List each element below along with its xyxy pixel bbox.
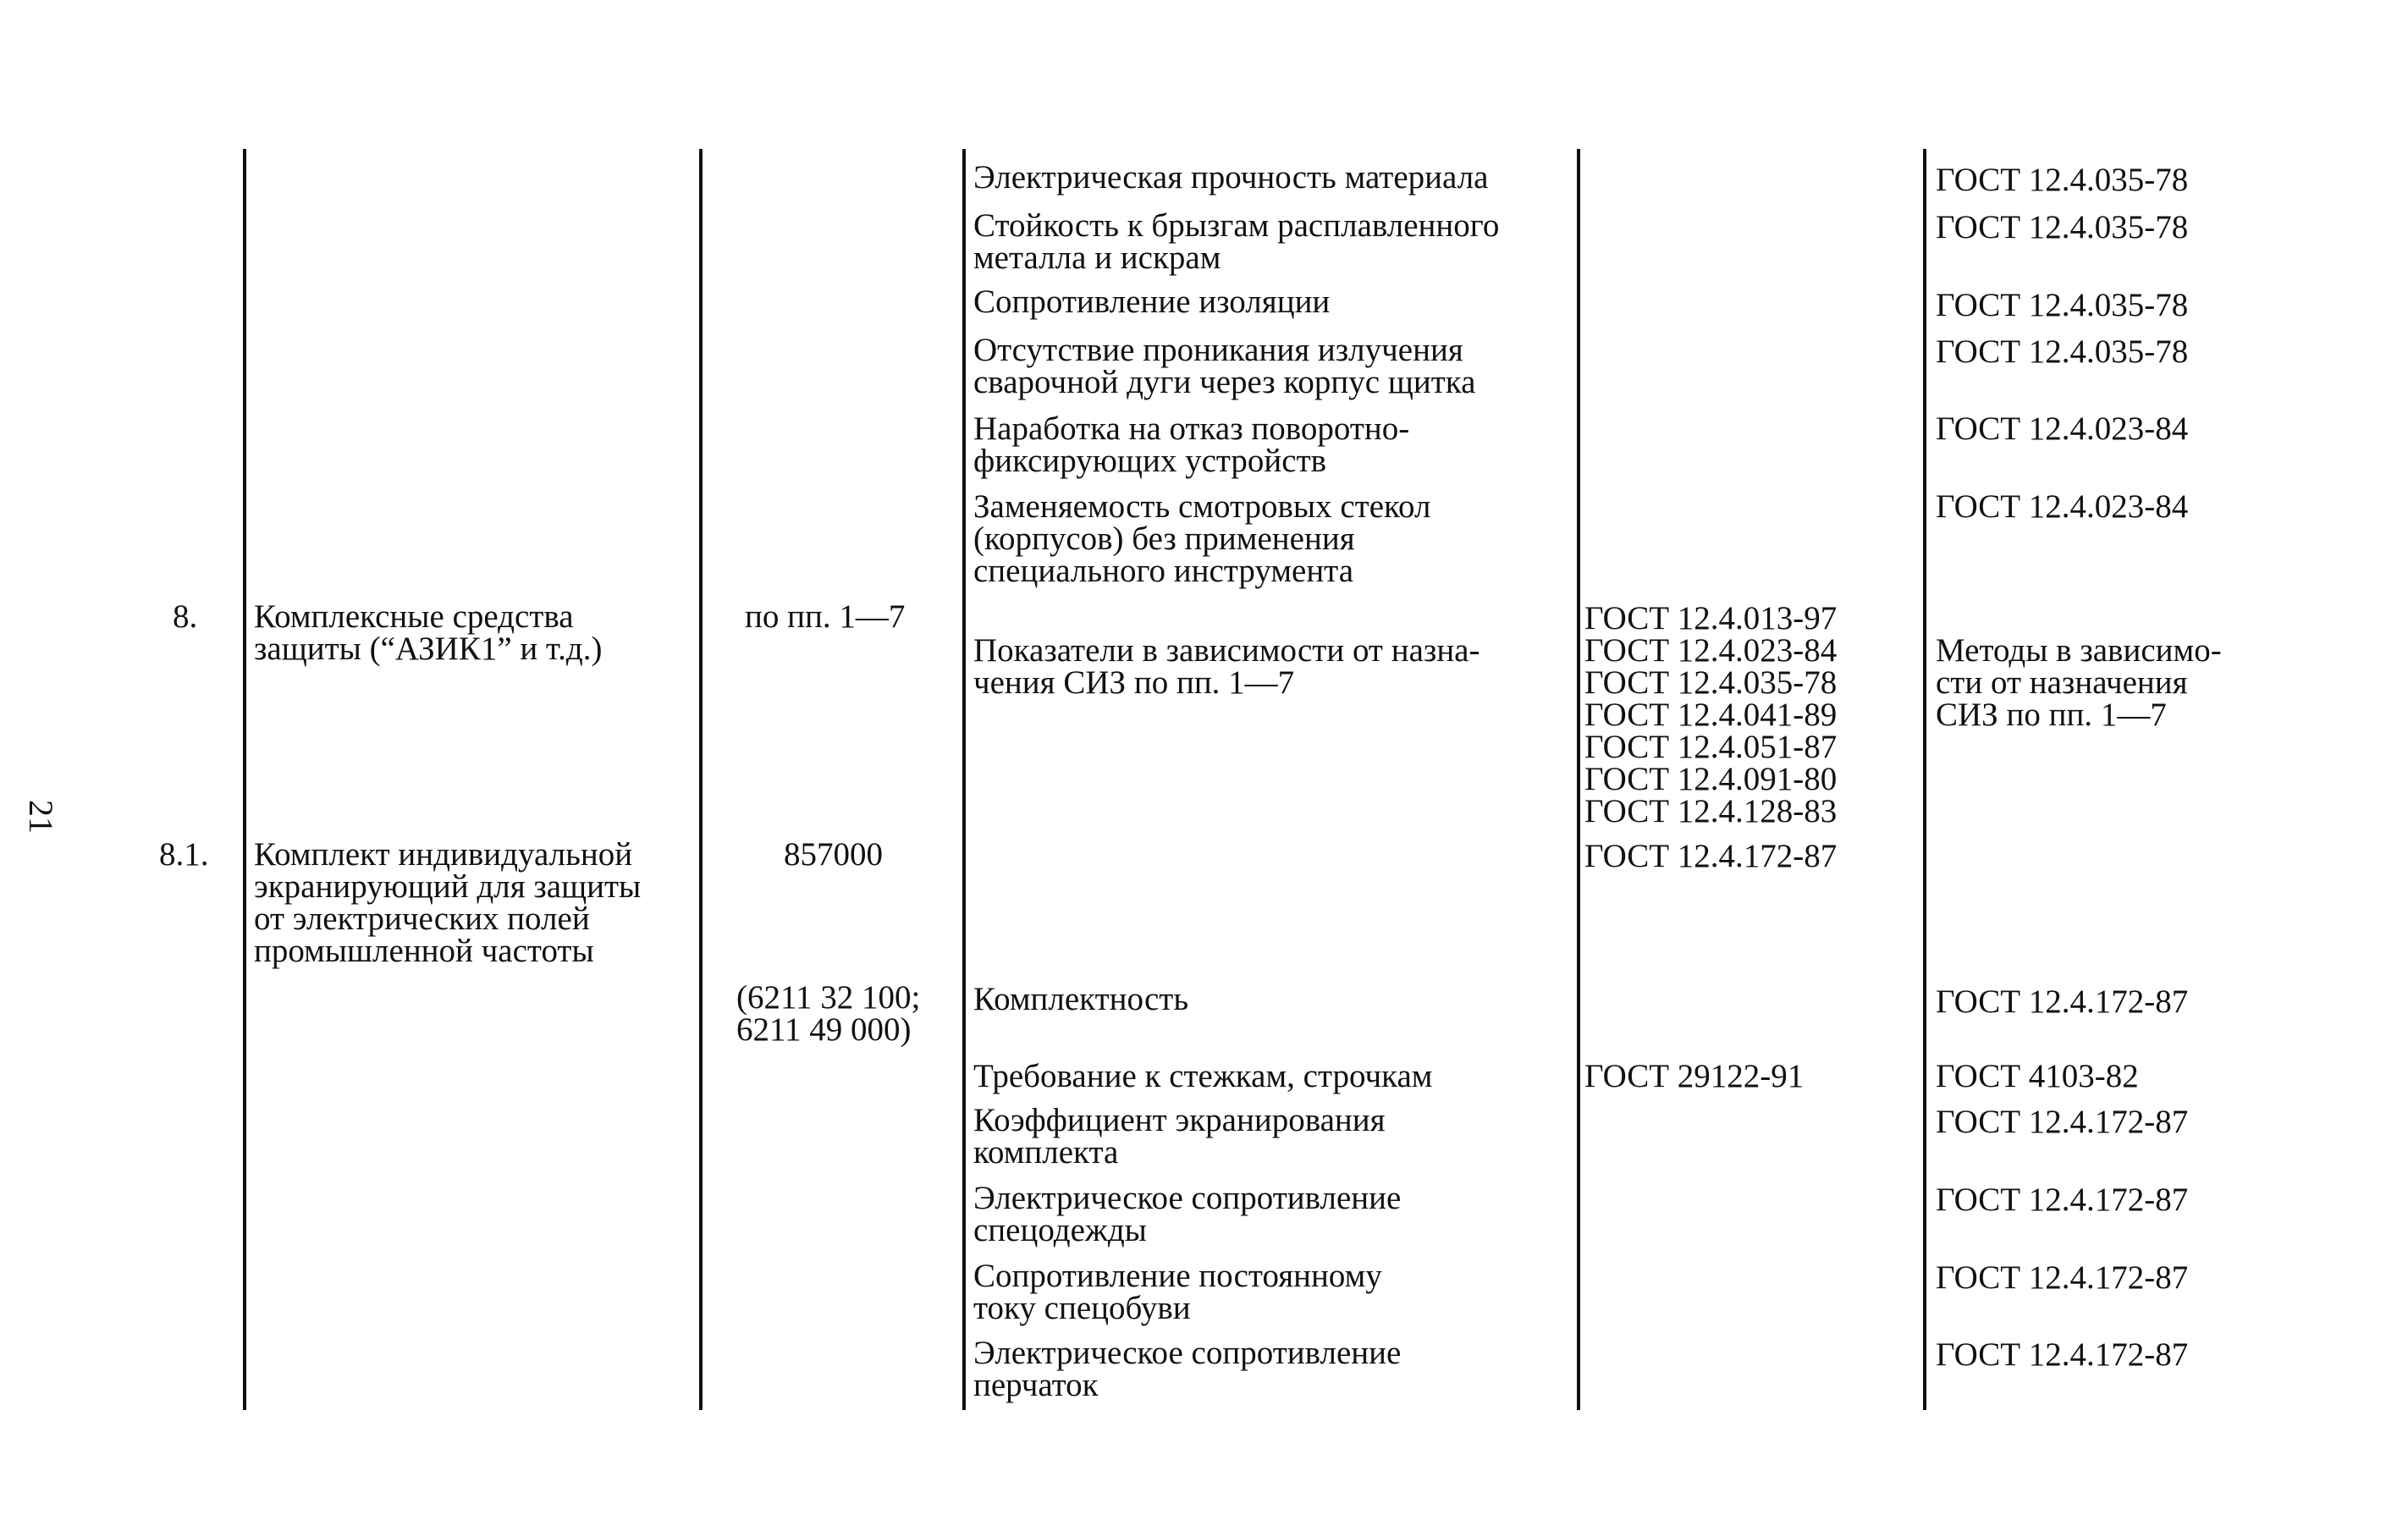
method-cell: ГОСТ 12.4.172-87: [1936, 1104, 2189, 1140]
method-cell: ГОСТ 12.4.172-87: [1936, 1259, 2189, 1296]
method-cell: ГОСТ 12.4.035-78: [1936, 209, 2189, 245]
property-cell: Комплектность: [973, 981, 1189, 1017]
property-cell: Сопротивление постоянному току спецобуви: [973, 1258, 1382, 1326]
property-cell: Стойкость к брызгам расплавленного металла и искрам: [973, 207, 1500, 276]
method-cell: ГОСТ 12.4.035-78: [1936, 333, 2189, 370]
column-rule-4: [1577, 149, 1580, 1410]
item-number: 8.: [173, 598, 198, 635]
column-rule-3: [962, 149, 966, 1410]
method-cell: ГОСТ 12.4.035-78: [1936, 162, 2189, 198]
property-cell: Электрическая прочность материала: [973, 159, 1489, 196]
property-cell: Коэффициент экранирования комплекта: [973, 1102, 1386, 1171]
property-cell: Отсутствие проникания излучения сварочной дуги через корпус щитка: [973, 332, 1476, 400]
method-cell: ГОСТ 12.4.172-87: [1936, 1336, 2189, 1373]
property-cell: Сопротивление изоляции: [973, 284, 1331, 320]
property-cell: Требование к стежкам, строчкам: [973, 1058, 1433, 1094]
standard-cell: ГОСТ 29122-91: [1584, 1058, 1805, 1094]
item-name: Комплексные средства защиты (“АЗИК1” и т.д.): [254, 598, 603, 667]
item-code: по пп. 1—7: [745, 598, 906, 635]
method-cell: Методы в зависимо- сти от назначения СИЗ по пп. 1—7: [1936, 632, 2222, 733]
method-cell: ГОСТ 4103-82: [1936, 1058, 2139, 1094]
column-rule-1: [243, 149, 246, 1410]
standard-cell: ГОСТ 12.4.172-87: [1584, 838, 1838, 874]
method-cell: ГОСТ 12.4.035-78: [1936, 287, 2189, 323]
item-name: Комплект индивидуальной экранирующий для защиты от электрических полей промышленной частоты: [254, 836, 642, 969]
item-code-secondary: (6211 32 100; 6211 49 000): [736, 979, 921, 1048]
standards-list: ГОСТ 12.4.013-97 ГОСТ 12.4.023-84 ГОСТ 12.4.035-78 ГОСТ 12.4.041-89 ГОСТ 12.4.051-87 ГОСТ 12.4.091-80 ГОСТ 12.4.128-83: [1584, 600, 1838, 829]
method-cell: ГОСТ 12.4.172-87: [1936, 983, 2189, 1020]
method-cell: ГОСТ 12.4.023-84: [1936, 488, 2189, 525]
property-cell: Заменяемость смотровых стекол (корпусов) без применения специального инструмента: [973, 488, 1431, 589]
column-rule-2: [699, 149, 703, 1410]
item-code: 857000: [784, 836, 883, 873]
column-rule-5: [1923, 149, 1926, 1410]
page-number: 21: [22, 800, 60, 834]
item-number: 8.1.: [159, 836, 209, 873]
method-cell: ГОСТ 12.4.172-87: [1936, 1182, 2189, 1218]
property-cell: Электрическое сопротивление перчаток: [973, 1335, 1402, 1403]
method-cell: ГОСТ 12.4.023-84: [1936, 410, 2189, 447]
property-cell: Электрическое сопротивление спецодежды: [973, 1180, 1402, 1248]
property-cell: Наработка на отказ поворотно- фиксирующих устройств: [973, 410, 1410, 479]
property-cell: Показатели в зависимости от назна- чения СИЗ по пп. 1—7: [973, 632, 1480, 701]
